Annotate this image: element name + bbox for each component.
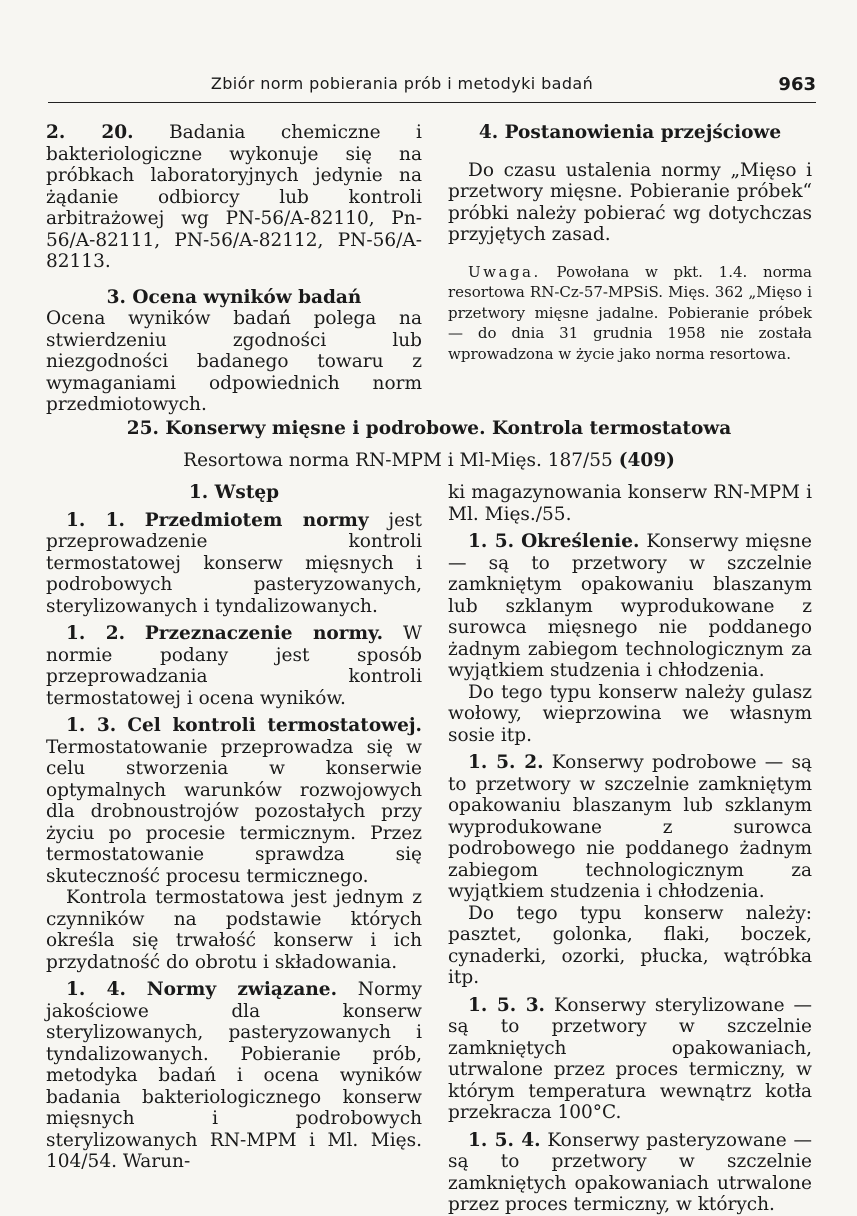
paragraph-number: 1. 4. (66, 979, 126, 1000)
paragraph-number: 1. 3. (66, 715, 117, 736)
paragraph-title: Cel kontroli termostatowej. (127, 715, 422, 736)
paragraph-3-text: Ocena wyników badań polega na stwierdzeniu zgodności lub niezgodności badanego towaru z wymaganiami odpowiednich norm przedmiotowych. (46, 308, 422, 415)
section-4-heading: 4. Postanowienia przejściowe (478, 122, 782, 143)
paragraph-1-4-continued: ki magazynowania konserw RN-MPM i Ml. Mięs./55. (448, 482, 812, 525)
note-text: Powołana w pkt. 1.4. norma resortowa RN-Cz-57-MPSiS. Mięs. 362 „Mięso i przetwory mięsne jadalne. Pobieranie próbek — do dnia 31 grudnia 1958 nie została wprowadzona w życie jako norma resortowa. (448, 262, 812, 363)
paragraph-text: jest przeprowadzenie kontroli termostatowej konserw mięsnych i podrobowych pasteryzowanych, sterylizowanych i tyndalizowanych. (46, 509, 422, 617)
paragraph-title: Określenie. (521, 531, 640, 552)
paragraph-2-20 (46, 122, 422, 273)
paragraph-1-5-examples: Do tego typu konserw należy gulasz wołowy, wieprzowina we własnym sosie itp. (448, 681, 812, 746)
paragraph-number: 1. 1. (66, 509, 125, 531)
paragraph-1-4 (46, 979, 422, 1173)
norm-reference: Resortowa norma RN-MPM i Ml-Mięs. 187/55 (183, 450, 613, 471)
paragraph-1-3-continued: Kontrola termostatowa jest jednym z czynników na podstawie których określa się trwałość konserw i ich przydatność do obrotu i składowania. (46, 887, 422, 973)
top-left-column (46, 122, 422, 416)
norm-ref-number: (409) (618, 450, 675, 471)
running-title: Zbiór norm pobierania prób i metodyki badań (210, 74, 594, 93)
paragraph-1-3 (46, 715, 422, 887)
paragraph-title: Normy związane. (146, 979, 338, 1000)
paragraph-1-5-2 (448, 752, 812, 903)
right-column (448, 482, 812, 1216)
paragraph-number: 1. 5. 3. (468, 994, 546, 1016)
paragraph-text: W normie podany jest sposób przeprowadzania kontroli termostatowej i ocena wyników. (46, 623, 422, 709)
note (448, 262, 812, 365)
paragraph-text: Konserwy pasteryzowane — są to przetwory w szczelnie zamkniętych opakowaniach utrwalone przez proces termiczny, w których. (448, 1129, 812, 1215)
paragraph-text: Termostatowanie przeprowadza się w celu stworzenia w konserwie optymalnych warunków rozwojowych dla drobnoustrojów pozostałych przy życiu po procesie termicznym. Przez termostatowanie sprawdza się skuteczność procesu termicznego. (46, 736, 422, 887)
paragraph-number: 1. 5. (468, 531, 515, 552)
paragraph-1-1 (46, 510, 422, 618)
left-column (46, 482, 422, 1173)
paragraph-4-text: Do czasu ustalenia normy „Mięso i przetwory mięsne. Pobieranie próbek“ próbki należy pobierać wg dotychczas przyjętych zasad. (448, 159, 812, 245)
section-25-subtitle (46, 450, 812, 471)
paragraph-number: 1. 2. (66, 623, 126, 644)
page-number: 963 (778, 74, 816, 95)
section-3-heading: 3. Ocena wyników badań (106, 286, 362, 308)
paragraph-1-2 (46, 623, 422, 709)
paragraph-text: Konserwy podrobowe — są to przetwory w szczelnie zamkniętym opakowaniu blaszanym lub szklanym wyprodukowane z surowca podrobowego nie poddanego żadnym zabiegom technologicznym za wyjątkiem studzenia i chłodzenia. (448, 752, 812, 902)
section-25-title: 25. Konserwy mięsne i podrobowe. Kontrola termostatowa (126, 418, 732, 439)
section-1-heading: 1. Wstęp (188, 482, 280, 503)
paragraph-1-5-3 (448, 995, 812, 1124)
paragraph-number: 1. 5. 2. (468, 752, 544, 773)
paragraph-text: Normy jakościowe dla konserw sterylizowanych, pasteryzowanych i tyndalizowanych. Pobieranie prób, metodyka badań i ocena wyników badania bakteriologicznego konserw mięsnych i podrobowych sterylizowanych RN-MPM i Ml. Mięs. 104/54. Warun- (46, 979, 422, 1172)
top-right-column (448, 122, 812, 364)
paragraph-1-5 (448, 531, 812, 682)
note-lead: Uwaga. (468, 262, 541, 281)
paragraph-1-5-2-examples: Do tego typu konserw należy: pasztet, golonka, flaki, boczek, cynaderki, ozorki, płucka, wątróbka itp. (448, 902, 812, 988)
paragraph-text: Konserwy sterylizowane — są to przetwory w szczelnie zamkniętych opakowaniach, utrwalone przez proces termiczny, w którym temperatura wewnątrz kotła przekracza 100°C. (448, 994, 813, 1123)
paragraph-text: Konserwy mięsne — są to przetwory w szczelnie zamkniętym opakowaniu blaszanym lub szklanym wyprodukowane z surowca mięsnego nie poddanego żadnym zabiegom technologicznym za wyjątkiem studzenia i chłodzenia. (448, 531, 812, 681)
paragraph-number: 2. 20. (46, 122, 134, 143)
paragraph-text: Badania chemiczne i bakteriologiczne wykonuje się na próbkach laboratoryjnych jedynie na żądanie odbiorcy lub kontroli arbitrażowej wg PN-56/A-82110, Pn-56/A-82111, PN-56/A-82112, PN-56/A-82113. (46, 122, 422, 272)
paragraph-title: Przedmiotem normy (144, 509, 369, 531)
page-header (48, 70, 816, 103)
paragraph-title: Przeznaczenie normy. (144, 623, 384, 644)
paragraph-number: 1. 5. 4. (468, 1129, 541, 1151)
paragraph-1-5-4 (448, 1130, 812, 1216)
